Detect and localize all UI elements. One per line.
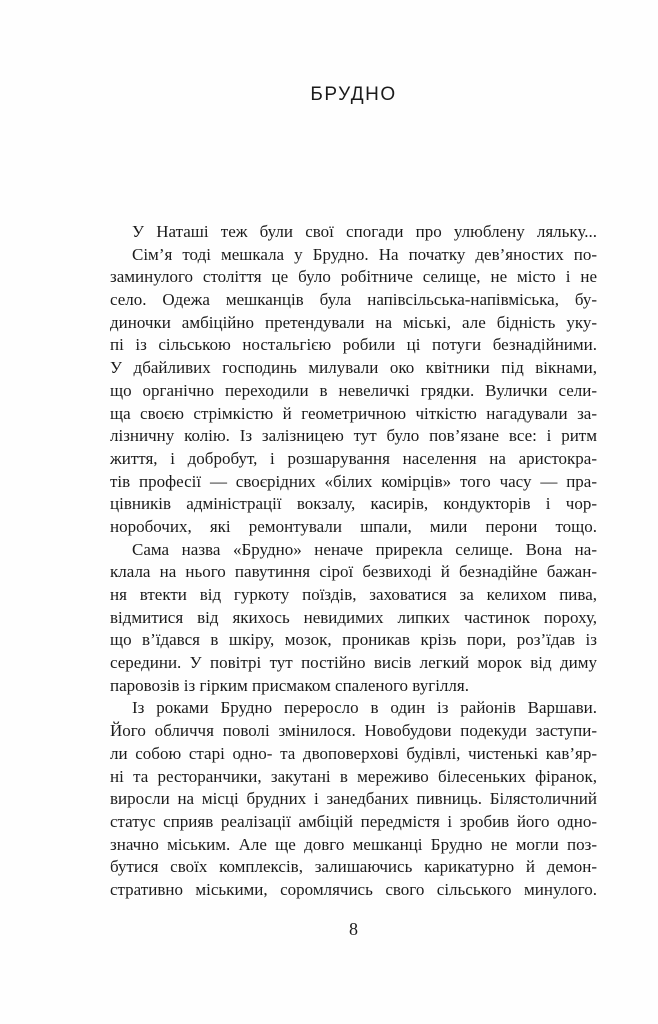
text-line: ща своєю стрімкістю й геометричною чіткістю нагадували за- xyxy=(110,403,597,423)
text-line: лізничну колію. Із залізницею тут було пов’язане все: і ритм xyxy=(110,426,597,446)
text-line: цівників адміністрації вокзалу, касирів, кондукторів і чор- xyxy=(110,494,597,514)
text-line: клала на нього павутиння сірої безвиході й безнадійне бажан- xyxy=(110,562,597,582)
text-line: відмитися від якихось невидимих липких частинок пороху, xyxy=(110,607,597,627)
text-line: ня втекти від гуркоту поїздів, заховатися за келихом пива, xyxy=(110,585,597,604)
text-line: статус сприяв реалізації амбіцій передмістя і зробив його одно- xyxy=(110,811,597,831)
text-line: село. Одежа мешканців була напівсільська-напівміська, бу- xyxy=(110,290,597,310)
text-line: життя, і добробут, і розшарування населення на аристокра- xyxy=(110,448,597,468)
text-line: що органічно переходили в невеличкі грядки. Вулички сели- xyxy=(110,380,597,400)
text-line: Сім’я тоді мешкала у Брудно. На початку дев’яностих по- xyxy=(132,244,597,264)
text-line: заминулого століття це було робітниче селище, не місто і не xyxy=(110,267,597,287)
text-line: що в’їдався в шкіру, мозок, проникав крізь пори, роз’їдав із xyxy=(110,630,597,650)
text-line: виросли на місці брудних і занедбаних пивниць. Білястоличний xyxy=(110,789,597,809)
text-line: значно міським. Але ще довго мешканці Брудно не могли поз- xyxy=(110,834,597,854)
text-line: Із роками Брудно переросло в один із районів Варшави. xyxy=(132,698,597,718)
text-line: норобочих, які ремонтували шпали, мили перони тощо. xyxy=(110,516,597,536)
text-line: У Наташі теж були свої спогади про улюблену ляльку... xyxy=(132,222,597,241)
text-line: бутися своїх комплексів, залишаючись карикатурно й демон- xyxy=(110,857,597,877)
page-text xyxy=(110,221,597,902)
chapter-title: БРУДНО xyxy=(310,84,397,105)
text-line: Сама назва «Брудно» неначе прирекла селище. Вона на- xyxy=(132,539,597,559)
text-line: середини. У повітрі тут постійно висів легкий морок від диму xyxy=(110,653,597,673)
text-line: пі із сільською ностальгією робили ці потуги безнадійними. xyxy=(110,335,597,355)
text-line: ні та ресторанчики, закутані в мереживо білесеньких фіранок, xyxy=(110,766,597,786)
text-line: паровозів із гірким присмаком спаленого вугілля. xyxy=(110,675,469,695)
text-line: Його обличчя поволі змінилося. Новобудови подекуди заступи- xyxy=(110,721,597,741)
page-number: 8 xyxy=(349,919,358,939)
text-line: ли собою старі одно- та двоповерхові будівлі, чистенькі кав’яр- xyxy=(110,743,597,763)
text-line: тів професії — своєрідних «білих комірців» того часу — пра- xyxy=(110,471,597,491)
text-line: диночки амбіційно претендували на міські, але бідність уку- xyxy=(110,312,597,332)
text-line: стративно міськими, соромлячись свого сільського минулого. xyxy=(110,879,597,899)
text-line: У дбайливих господинь милували око квітники під вікнами, xyxy=(110,358,597,378)
